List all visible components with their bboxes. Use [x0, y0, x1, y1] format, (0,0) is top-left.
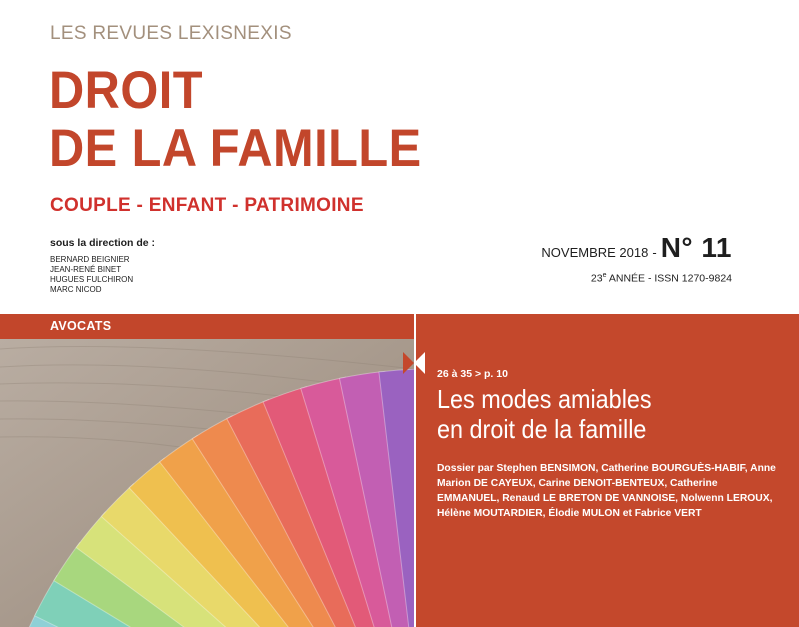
feature-authors: Dossier par Stephen BENSIMON, Catherine BOURGUÈS-HABIF, Anne Marion DE CAYEUX, Carine DENOIT-BENTEUX, Catherine EMMANUEL, Renaud LE BRETON DE VANNOISE, Nolwenn LEROUX, Hélène MOUTARDIER, Élodie MULON et Fabrice VERT: [437, 463, 776, 519]
publisher-name: LES REVUES LEXISNEXIS: [50, 23, 292, 44]
color-swatch-fan-photo: [0, 339, 414, 627]
magazine-title: [49, 62, 422, 178]
director-name: BERNARD BEIGNIER: [50, 255, 130, 264]
headline-line-2: en droit de la famille: [437, 414, 647, 444]
feature-reference: 26 à 35 > p. 10: [437, 368, 508, 380]
year-issn: ANNÉE - ISSN 1270-9824: [606, 272, 732, 285]
feature-panel: [416, 314, 799, 627]
director-name: HUGUES FULCHIRON: [50, 275, 134, 284]
issue-separator: -: [652, 245, 657, 260]
year-number: 23: [590, 272, 603, 285]
director-name: MARC NICOD: [50, 285, 102, 294]
title-line-2: DE LA FAMILLE: [49, 119, 422, 178]
issn-line: [591, 272, 732, 285]
issue-date: NOVEMBRE 2018: [541, 245, 649, 260]
issue-info: [541, 232, 732, 264]
panel-pointer-gap: [414, 352, 425, 374]
year-suffix: e: [602, 272, 607, 279]
swatch-photo-svg: [0, 339, 414, 627]
directors-list: [50, 255, 133, 295]
director-name: JEAN-RENÉ BINET: [50, 265, 122, 274]
title-line-1: DROIT: [49, 61, 203, 120]
section-label: AVOCATS: [50, 319, 112, 333]
panel-pointer: [403, 352, 414, 374]
magazine-subtitle: COUPLE - ENFANT - PATRIMOINE: [50, 195, 364, 216]
headline-line-1: Les modes amiables: [437, 384, 652, 414]
issue-number: N° 11: [660, 232, 732, 263]
direction-label: sous la direction de :: [50, 237, 156, 249]
feature-headline: [437, 384, 752, 444]
section-banner: [0, 314, 414, 339]
